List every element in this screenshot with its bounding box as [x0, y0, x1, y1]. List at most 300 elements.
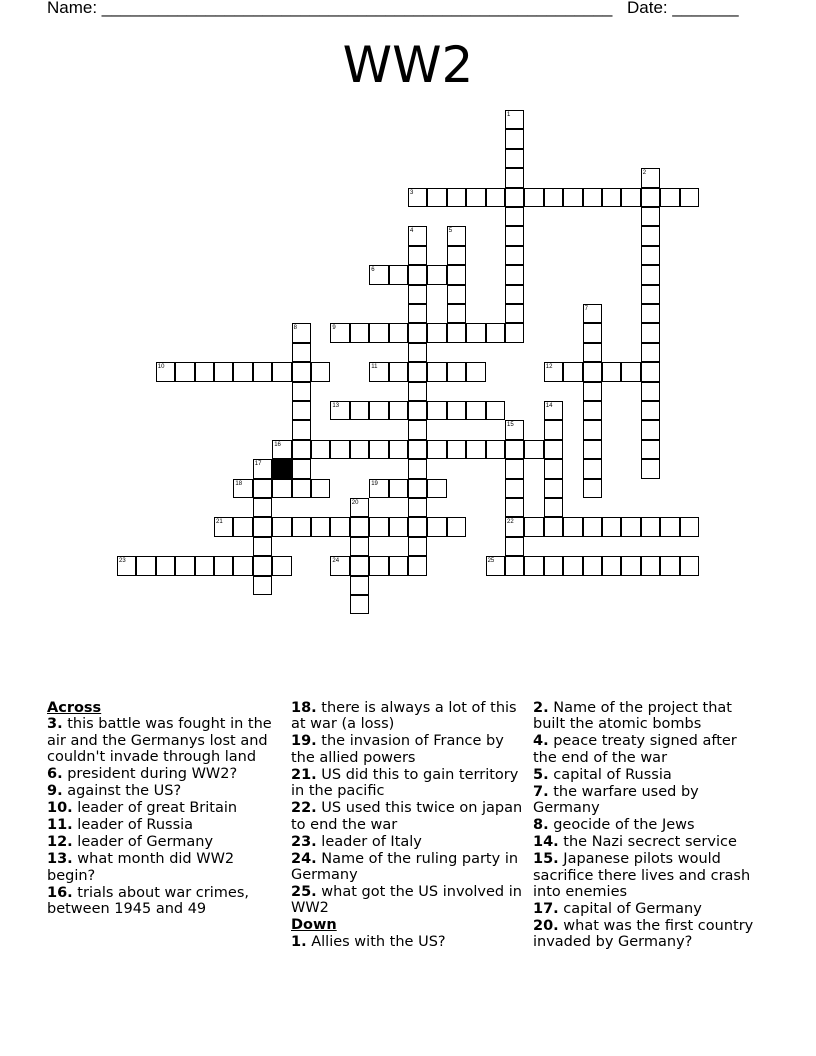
- crossword-cell[interactable]: [486, 556, 505, 575]
- crossword-cell[interactable]: [369, 323, 388, 342]
- clue-item: [533, 901, 765, 917]
- clue-number: 12.: [47, 834, 73, 851]
- crossword-cell[interactable]: [330, 323, 349, 342]
- crossword-cell[interactable]: [621, 517, 640, 536]
- crossword-cell[interactable]: [602, 362, 621, 381]
- crossword-cell[interactable]: [486, 440, 505, 459]
- clue-number-20: 20: [351, 500, 359, 506]
- crossword-cell[interactable]: [389, 440, 408, 459]
- clue-item: [533, 733, 765, 766]
- crossword-cell[interactable]: [408, 343, 427, 362]
- clue-number-3: 3: [410, 189, 414, 196]
- clue-number-11: 11: [371, 364, 378, 371]
- clue-item: [47, 817, 279, 833]
- crossword-cell[interactable]: [369, 440, 388, 459]
- crossword-cell[interactable]: [505, 168, 524, 187]
- crossword-cell[interactable]: [447, 226, 466, 245]
- crossword-cell[interactable]: [583, 517, 602, 536]
- crossword-cell[interactable]: [330, 556, 349, 575]
- crossword-cell[interactable]: [350, 498, 369, 517]
- crossword-cell[interactable]: [641, 556, 660, 575]
- crossword-cell[interactable]: [505, 285, 524, 304]
- clue-text: Name of the project that built the atomic bombs: [533, 700, 732, 733]
- clue-item: [47, 783, 279, 799]
- crossword-cell[interactable]: [486, 323, 505, 342]
- crossword-cell[interactable]: [253, 479, 272, 498]
- crossword-cell[interactable]: [447, 188, 466, 207]
- clue-number: 13.: [47, 851, 73, 868]
- clue-item: [533, 817, 765, 833]
- crossword-cell[interactable]: [621, 188, 640, 207]
- crossword-cell[interactable]: [253, 576, 272, 595]
- crossword-cell[interactable]: [621, 556, 640, 575]
- clue-text: there is always a lot of this at war (a loss): [291, 700, 517, 733]
- crossword-cell[interactable]: [369, 479, 388, 498]
- crossword-cell[interactable]: [505, 246, 524, 265]
- crossword-cell[interactable]: [466, 188, 485, 207]
- crossword-cell[interactable]: [292, 343, 311, 362]
- clue-item: [533, 767, 765, 783]
- crossword-cell[interactable]: [583, 440, 602, 459]
- crossword-cell[interactable]: [233, 517, 252, 536]
- crossword-cell[interactable]: [544, 479, 563, 498]
- clue-item: [47, 885, 279, 918]
- clue-number: 16.: [47, 884, 73, 901]
- crossword-cell[interactable]: [253, 537, 272, 556]
- crossword-cell[interactable]: [505, 517, 524, 536]
- crossword-cell[interactable]: [350, 323, 369, 342]
- clue-item: [47, 716, 279, 765]
- crossword-cell[interactable]: [292, 479, 311, 498]
- crossword-cell[interactable]: [583, 188, 602, 207]
- crossword-cell[interactable]: [253, 556, 272, 575]
- crossword-cell[interactable]: [427, 479, 446, 498]
- crossword-cell[interactable]: [195, 362, 214, 381]
- crossword-cell[interactable]: [350, 537, 369, 556]
- clue-text: peace treaty signed after the end of the war: [533, 733, 737, 766]
- crossword-cell[interactable]: [641, 285, 660, 304]
- clue-number-7: 7: [584, 306, 588, 312]
- clue-text: Allies with the US?: [311, 933, 446, 950]
- crossword-cell[interactable]: [447, 285, 466, 304]
- crossword-cell[interactable]: [583, 479, 602, 498]
- crossword-cell[interactable]: [641, 420, 660, 439]
- crossword-cell[interactable]: [117, 556, 136, 575]
- crossword-cell[interactable]: [660, 188, 679, 207]
- crossword-cell[interactable]: [583, 459, 602, 478]
- crossword-cell[interactable]: [486, 401, 505, 420]
- crossword-cell[interactable]: [505, 304, 524, 323]
- crossword-cell[interactable]: [272, 517, 291, 536]
- crossword-cell[interactable]: [505, 479, 524, 498]
- crossword-cell[interactable]: [641, 517, 660, 536]
- crossword-cell[interactable]: [583, 323, 602, 342]
- clue-number-25: 25: [487, 558, 495, 565]
- crossword-cell[interactable]: [563, 517, 582, 536]
- clue-number: 20.: [533, 918, 559, 935]
- crossword-cell[interactable]: [311, 479, 330, 498]
- crossword-cell[interactable]: [253, 362, 272, 381]
- crossword-cell[interactable]: [350, 595, 369, 614]
- clue-number-23: 23: [119, 558, 126, 565]
- crossword-cell[interactable]: [427, 517, 446, 536]
- crossword-cell[interactable]: [272, 479, 291, 498]
- clue-text: leader of Russia: [77, 817, 194, 834]
- crossword-cell[interactable]: [505, 265, 524, 284]
- crossword-cell[interactable]: [292, 420, 311, 439]
- crossword-cell[interactable]: [583, 420, 602, 439]
- crossword-cell[interactable]: [447, 246, 466, 265]
- clue-number-10: 10: [157, 364, 165, 371]
- crossword-cell[interactable]: [641, 362, 660, 381]
- crossword-cell[interactable]: [330, 517, 349, 536]
- crossword-cell[interactable]: [389, 323, 408, 342]
- crossword-cell[interactable]: [408, 304, 427, 323]
- crossword-cell[interactable]: [427, 323, 446, 342]
- clue-text: geocide of the Jews: [553, 817, 695, 834]
- clue-number: 7.: [533, 783, 549, 800]
- crossword-cell[interactable]: [389, 401, 408, 420]
- clue-number-1: 1: [507, 112, 511, 118]
- clue-number-9: 9: [332, 325, 336, 332]
- clue-number-24: 24: [332, 558, 340, 565]
- crossword-cell[interactable]: [292, 362, 311, 381]
- date-field-label: Date: _______: [627, 0, 739, 17]
- crossword-cell[interactable]: [447, 323, 466, 342]
- clue-number-17: 17: [254, 461, 262, 468]
- crossword-cell[interactable]: [641, 207, 660, 226]
- crossword-cell[interactable]: [408, 479, 427, 498]
- crossword-cell[interactable]: [583, 382, 602, 401]
- crossword-cell[interactable]: [486, 188, 505, 207]
- clue-text: capital of Russia: [553, 766, 672, 783]
- crossword-cell[interactable]: [641, 304, 660, 323]
- clue-text: trials about war crimes, between 1945 and 49: [47, 884, 249, 918]
- clue-item: [291, 934, 523, 950]
- crossword-cell[interactable]: [641, 188, 660, 207]
- crossword-cell[interactable]: [641, 323, 660, 342]
- clue-item: [291, 800, 523, 833]
- crossword-cell[interactable]: [253, 498, 272, 517]
- clue-text: what month did WW2 begin?: [47, 851, 235, 884]
- crossword-cell[interactable]: [408, 246, 427, 265]
- crossword-cell[interactable]: [292, 323, 311, 342]
- crossword-cell[interactable]: [544, 517, 563, 536]
- crossword-cell[interactable]: [292, 440, 311, 459]
- clue-item: [291, 884, 523, 917]
- crossword-cell[interactable]: [544, 188, 563, 207]
- clue-number-4: 4: [410, 228, 414, 235]
- crossword-cell[interactable]: [427, 188, 446, 207]
- crossword-cell[interactable]: [660, 517, 679, 536]
- crossword-cell[interactable]: [408, 537, 427, 556]
- crossword-cell[interactable]: [408, 323, 427, 342]
- crossword-cell[interactable]: [641, 246, 660, 265]
- clue-number: 21.: [291, 766, 317, 783]
- crossword-cell[interactable]: [175, 362, 194, 381]
- crossword-cell[interactable]: [408, 226, 427, 245]
- crossword-cell[interactable]: [311, 440, 330, 459]
- crossword-cell[interactable]: [505, 537, 524, 556]
- crossword-cell[interactable]: [544, 498, 563, 517]
- clue-number: 1.: [291, 933, 307, 950]
- clue-number-21: 21: [216, 519, 223, 526]
- crossword-cell[interactable]: [602, 556, 621, 575]
- crossword-cell[interactable]: [214, 517, 233, 536]
- crossword-cell[interactable]: [524, 188, 543, 207]
- clue-number-12: 12: [545, 364, 553, 371]
- clue-item: [291, 834, 523, 850]
- crossword-cell[interactable]: [330, 401, 349, 420]
- crossword-cell[interactable]: [524, 556, 543, 575]
- crossword-cell[interactable]: [602, 517, 621, 536]
- clue-number: 2.: [533, 700, 549, 716]
- crossword-cell[interactable]: [253, 517, 272, 536]
- crossword-cell[interactable]: [350, 401, 369, 420]
- crossword-cell[interactable]: [641, 459, 660, 478]
- crossword-cell[interactable]: [272, 362, 291, 381]
- crossword-cell[interactable]: [505, 226, 524, 245]
- name-field-label: Name: ______________________________________________________: [47, 0, 613, 17]
- clue-item: [533, 784, 765, 817]
- clue-text: president during WW2?: [67, 766, 238, 783]
- crossword-cell[interactable]: [350, 517, 369, 536]
- clue-number: 10.: [47, 800, 73, 817]
- crossword-cell[interactable]: [583, 343, 602, 362]
- crossword-cell[interactable]: [447, 401, 466, 420]
- crossword-cell[interactable]: [175, 556, 194, 575]
- clue-number-16: 16: [274, 441, 281, 448]
- crossword-cell[interactable]: [408, 498, 427, 517]
- clue-text: Name of the ruling party in Germany: [291, 850, 519, 884]
- clue-number: 24.: [291, 850, 317, 867]
- crossword-cell[interactable]: [427, 265, 446, 284]
- clue-item: [47, 800, 279, 816]
- crossword-cell[interactable]: [408, 265, 427, 284]
- crossword-cell[interactable]: [408, 440, 427, 459]
- crossword-cell[interactable]: [136, 556, 155, 575]
- crossword-cell[interactable]: [641, 382, 660, 401]
- crossword-cell[interactable]: [195, 556, 214, 575]
- crossword-cell[interactable]: [369, 362, 388, 381]
- clue-number-19: 19: [371, 480, 378, 487]
- clue-text: against the US?: [67, 783, 182, 800]
- crossword-cell[interactable]: [680, 188, 699, 207]
- clue-number-18: 18: [235, 480, 243, 487]
- crossword-cell[interactable]: [389, 362, 408, 381]
- crossword-cell[interactable]: [641, 440, 660, 459]
- crossword-cell[interactable]: [427, 401, 446, 420]
- clue-item: [291, 700, 523, 733]
- crossword-cell[interactable]: [505, 556, 524, 575]
- clue-text: what got the US involved in WW2: [291, 884, 522, 917]
- crossword-cell[interactable]: [505, 110, 524, 129]
- crossword-cell[interactable]: [583, 401, 602, 420]
- crossword-cell[interactable]: [544, 362, 563, 381]
- crossword-cell[interactable]: [350, 440, 369, 459]
- crossword-cell[interactable]: [583, 556, 602, 575]
- crossword-cell[interactable]: [583, 362, 602, 381]
- crossword-cell[interactable]: [505, 129, 524, 148]
- crossword-cell[interactable]: [447, 440, 466, 459]
- clue-number-2: 2: [642, 170, 647, 177]
- crossword-cell[interactable]: [641, 168, 660, 187]
- crossword-cell[interactable]: [505, 420, 524, 439]
- crossword-cell[interactable]: [330, 440, 349, 459]
- crossword-cell[interactable]: [641, 226, 660, 245]
- down-heading: Down: [291, 917, 337, 934]
- crossword-cell[interactable]: [641, 401, 660, 420]
- crossword-cell[interactable]: [563, 362, 582, 381]
- clue-number-5: 5: [448, 228, 453, 235]
- clue-text: capital of Germany: [563, 901, 702, 918]
- clue-number-8: 8: [293, 325, 297, 332]
- clue-number: 25.: [291, 884, 317, 901]
- crossword-cell[interactable]: [466, 362, 485, 381]
- crossword-cell[interactable]: [233, 556, 252, 575]
- crossword-cell[interactable]: [156, 362, 175, 381]
- crossword-cell[interactable]: [427, 362, 446, 381]
- crossword-cell[interactable]: [292, 382, 311, 401]
- clue-number: 11.: [47, 817, 73, 834]
- clue-item: [291, 851, 523, 884]
- crossword-cell[interactable]: [466, 440, 485, 459]
- crossword-cell[interactable]: [311, 517, 330, 536]
- crossword-cell[interactable]: [156, 556, 175, 575]
- crossword-cell[interactable]: [369, 517, 388, 536]
- clue-item: [533, 918, 765, 951]
- crossword-cell[interactable]: [292, 401, 311, 420]
- crossword-cell[interactable]: [680, 517, 699, 536]
- crossword-cell[interactable]: [544, 401, 563, 420]
- crossword-cell[interactable]: [505, 188, 524, 207]
- clue-number: 19.: [291, 733, 317, 750]
- crossword-cell[interactable]: [447, 265, 466, 284]
- crossword-cell[interactable]: [233, 479, 252, 498]
- clue-text: leader of Germany: [77, 834, 214, 851]
- clue-number: 17.: [533, 901, 559, 918]
- crossword-cell[interactable]: [389, 265, 408, 284]
- crossword-cell[interactable]: [660, 556, 679, 575]
- clue-number-14: 14: [545, 403, 553, 409]
- crossword-cell[interactable]: [524, 517, 543, 536]
- crossword-cell[interactable]: [505, 149, 524, 168]
- crossword-cell[interactable]: [389, 556, 408, 575]
- crossword-cell[interactable]: [272, 556, 291, 575]
- clue-number: 3.: [47, 716, 63, 733]
- crossword-cell[interactable]: [602, 188, 621, 207]
- crossword-cell[interactable]: [369, 556, 388, 575]
- crossword-cell[interactable]: [272, 440, 291, 459]
- clue-number: 4.: [533, 733, 549, 750]
- clue-item: [533, 851, 765, 900]
- crossword-cell[interactable]: [292, 459, 311, 478]
- crossword-cell[interactable]: [563, 188, 582, 207]
- crossword-cell[interactable]: [505, 207, 524, 226]
- crossword-cell[interactable]: [447, 304, 466, 323]
- crossword-cell[interactable]: [466, 323, 485, 342]
- clue-text: the Nazi secrect service: [563, 834, 737, 851]
- crossword-cell[interactable]: [389, 517, 408, 536]
- crossword-cell[interactable]: [544, 556, 563, 575]
- puzzle-title: WW2: [342, 36, 474, 94]
- clue-number: 9.: [47, 783, 63, 800]
- clue-text: this battle was fought in the air and the Germanys lost and couldn't invade through land: [47, 716, 272, 766]
- crossword-cell[interactable]: [505, 440, 524, 459]
- crossword-cell[interactable]: [505, 498, 524, 517]
- crossword-cell[interactable]: [369, 265, 388, 284]
- clue-text: Japanese pilots would sacrifice there lives and crash into enemies: [533, 851, 751, 901]
- crossword-cell[interactable]: [544, 459, 563, 478]
- clue-number-22: 22: [507, 519, 514, 526]
- crossword-cell[interactable]: [408, 401, 427, 420]
- clue-text: the invasion of France by the allied powers: [291, 733, 504, 766]
- black-cell: [272, 459, 291, 478]
- crossword-cell[interactable]: [408, 420, 427, 439]
- clue-number: 15.: [533, 851, 559, 868]
- clue-item: [291, 733, 523, 766]
- crossword-cell[interactable]: [214, 362, 233, 381]
- crossword-cell[interactable]: [680, 556, 699, 575]
- crossword-cell[interactable]: [214, 556, 233, 575]
- crossword-cell[interactable]: [292, 517, 311, 536]
- clue-item: [47, 834, 279, 850]
- crossword-cell[interactable]: [369, 401, 388, 420]
- crossword-cell[interactable]: [350, 556, 369, 575]
- crossword-cell[interactable]: [583, 304, 602, 323]
- crossword-cell[interactable]: [311, 362, 330, 381]
- crossword-cell[interactable]: [350, 576, 369, 595]
- crossword-cell[interactable]: [466, 401, 485, 420]
- clue-number: 23.: [291, 833, 317, 850]
- clue-item: [291, 767, 523, 800]
- clue-item: [47, 766, 279, 782]
- clue-text: US did this to gain territory in the pacific: [291, 766, 519, 800]
- crossword-cell[interactable]: [641, 343, 660, 362]
- crossword-cell[interactable]: [447, 517, 466, 536]
- clue-number: 22.: [291, 800, 317, 817]
- clue-number-13: 13: [332, 403, 340, 409]
- crossword-cell[interactable]: [524, 440, 543, 459]
- crossword-cell[interactable]: [408, 285, 427, 304]
- crossword-cell[interactable]: [233, 362, 252, 381]
- clue-text: leader of great Britain: [77, 800, 238, 817]
- crossword-cell[interactable]: [408, 382, 427, 401]
- crossword-cell[interactable]: [408, 459, 427, 478]
- crossword-cell[interactable]: [505, 323, 524, 342]
- crossword-cell[interactable]: [641, 265, 660, 284]
- crossword-cell[interactable]: [408, 188, 427, 207]
- clue-number: 8.: [533, 817, 549, 834]
- clue-item: [47, 851, 279, 884]
- crossword-cell[interactable]: [505, 459, 524, 478]
- crossword-cell[interactable]: [563, 556, 582, 575]
- crossword-cell[interactable]: [408, 556, 427, 575]
- crossword-cell[interactable]: [544, 420, 563, 439]
- crossword-cell[interactable]: [253, 459, 272, 478]
- crossword-cell[interactable]: [544, 440, 563, 459]
- clue-column-1: [47, 700, 279, 918]
- clue-text: US used this twice on japan to end the war: [291, 800, 523, 833]
- crossword-cell[interactable]: [621, 362, 640, 381]
- clue-column-3: [533, 700, 765, 951]
- clue-item: [533, 834, 765, 850]
- crossword-cell[interactable]: [447, 362, 466, 381]
- crossword-cell[interactable]: [427, 440, 446, 459]
- crossword-cell[interactable]: [408, 362, 427, 381]
- crossword-cell[interactable]: [389, 479, 408, 498]
- crossword-cell[interactable]: [408, 517, 427, 536]
